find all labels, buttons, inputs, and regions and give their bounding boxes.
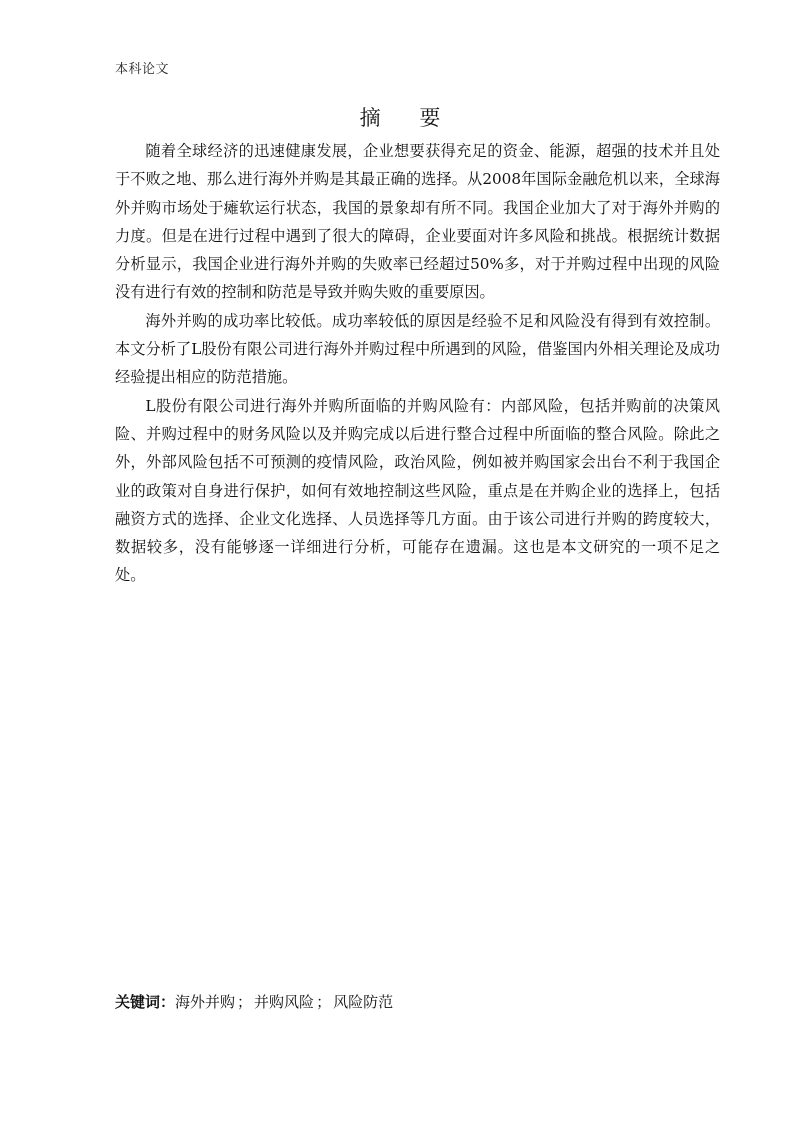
abstract-paragraph-1: 随着全球经济的迅速健康发展，企业想要获得充足的资金、能源，超强的技术并且处于不败之地、那么进行海外并购是其最正确的选择。从2008年国际金融危机以来，全球海外并购市场处于瘫软运行状态，我国的景象却有所不同。我国企业加大了对于海外并购的力度。但是在进行过程中遇到了很大的障碍，企业要面对许多风险和挑战。根据统计数据分析显示，我国企业进行海外并购的失败率已经超过50%多，对于并购过程中出现的风险没有进行有效的控制和防范是导致并购失败的重要原因。 — [115, 142, 720, 302]
keyword-item: 海外并购 — [175, 993, 236, 1011]
keyword-separator: ； — [237, 993, 253, 1011]
keywords-line — [115, 991, 393, 1013]
abstract-body — [115, 137, 720, 590]
keywords-label: 关键词： — [115, 993, 176, 1011]
keyword-separator: ； — [316, 993, 332, 1011]
running-header: 本科论文 — [115, 62, 170, 77]
abstract-title: 摘 要 — [359, 106, 457, 130]
abstract-paragraph-2: 海外并购的成功率比较低。成功率较低的原因是经验不足和风险没有得到有效控制。本文分析了L股份有限公司进行海外并购过程中所遇到的风险，借鉴国内外相关理论及成功经验提出相应的防范措施。 — [115, 311, 720, 387]
keyword-item: 风险防范 — [333, 993, 394, 1011]
keyword-item: 并购风险 — [254, 993, 315, 1011]
abstract-paragraph-3: L股份有限公司进行海外并购所面临的并购风险有：内部风险，包括并购前的决策风险、并购过程中的财务风险以及并购完成以后进行整合过程中所面临的整合风险。除此之外，外部风险包括不可预测的疫情风险，政治风险，例如被并购国家会出台不利于我国企业的政策对自身进行保护，如何有效地控制这些风险，重点是在并购企业的选择上，包括融资方式的选择、企业文化选择、人员选择等几方面。由于该公司进行并购的跨度较大，数据较多，没有能够逐一详细进行分析，可能存在遗漏。这也是本文研究的一项不足之处。 — [115, 396, 720, 585]
